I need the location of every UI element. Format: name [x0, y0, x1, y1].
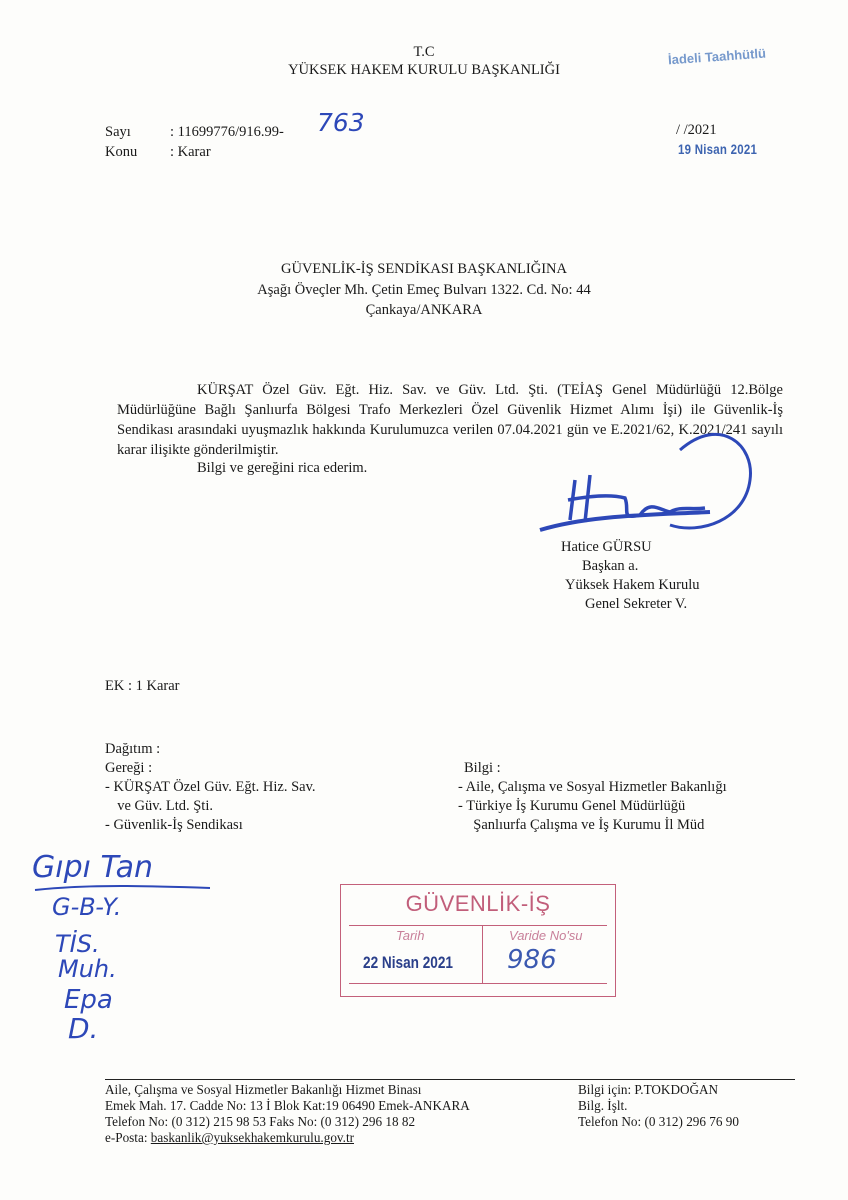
body-paragraph: KÜRŞAT Özel Güv. Eğt. Hiz. Sav. ve Güv. Ltd. Şti. (TEİAŞ Genel Müdürlüğü 12.Bölge Müdürlüğüne Bağlı Şanlıurfa Bölgesi Trafo Merkezleri Özel Güvenlik Hizmet Alımı İşi) ile Güvenlik-İş Sendikası arasındaki uyuşmazlık hakkında Kurulumuzca verilen 07.04.2021 gün ve E.2021/62, K.2021/241 sayılı karar ilişikte gönderilmiştir.	[117, 382, 783, 458]
konu-label: Konu	[105, 144, 138, 160]
header-institution: YÜKSEK HAKEM KURULU BAŞKANLIĞI	[288, 62, 560, 78]
footer-contact: Bilgi için: P.TOKDOĞAN	[578, 1082, 719, 1097]
geregi-item: - KÜRŞAT Özel Güv. Eğt. Hiz. Sav.	[105, 779, 316, 795]
geregi-item: - Güvenlik-İş Sendikası	[105, 817, 243, 833]
footer-address: Emek Mah. 17. Cadde No: 13 İ Blok Kat:19 06490 Emek-ANKARA	[105, 1098, 470, 1113]
recipient-title: GÜVENLİK-İŞ SENDİKASI BAŞKANLIĞINA	[281, 261, 567, 277]
bilgi-item: - Aile, Çalışma ve Sosyal Hizmetler Bakanlığı	[458, 779, 727, 795]
footer-rule	[105, 1079, 795, 1080]
handwritten-note: D.	[68, 1012, 99, 1045]
footer-email-line	[105, 1130, 354, 1146]
receipt-number: 986	[507, 945, 557, 975]
signatory-name: Hatice GÜRSU	[561, 539, 652, 555]
signatory-title: Başkan a.	[582, 558, 639, 574]
footer-contact: Bilg. İşlt.	[578, 1098, 628, 1113]
date-printed: / /2021	[676, 122, 717, 138]
signatory-org: Yüksek Hakem Kurulu	[565, 577, 700, 593]
footer-address: Aile, Çalışma ve Sosyal Hizmetler Bakanlığı Hizmet Binası	[105, 1082, 422, 1097]
distribution-label: Dağıtım :	[105, 741, 161, 757]
receipt-stamp-title: GÜVENLİK-İŞ	[405, 891, 551, 916]
handwritten-note: G-B-Y.	[52, 893, 122, 921]
stamp-divider	[349, 925, 607, 926]
footer-contact-phone: Telefon No: (0 312) 296 76 90	[578, 1114, 739, 1129]
stamp-divider	[349, 983, 607, 984]
receipt-stamp	[340, 884, 616, 997]
recipient-city: Çankaya/ANKARA	[365, 302, 483, 318]
bilgi-label: Bilgi :	[464, 760, 501, 776]
konu-value: : Karar	[170, 144, 211, 160]
sayi-label: Sayı	[105, 124, 131, 140]
bilgi-item: Şanlıurfa Çalışma ve İş Kurumu İl Müd	[466, 817, 705, 833]
receipt-date-label: Tarih	[396, 928, 425, 943]
footer-phone: Telefon No: (0 312) 215 98 53 Faks No: (0 312) 296 18 82	[105, 1114, 416, 1129]
footer-email-link[interactable]: baskanlik@yuksekhakemkurulu.gov.tr	[150, 1130, 354, 1145]
body-closing: Bilgi ve gereğini rica ederim.	[197, 460, 368, 476]
handwritten-note: Muh.	[58, 955, 117, 983]
attachment-note: EK : 1 Karar	[105, 678, 180, 694]
header-tc: T.C	[413, 44, 435, 60]
receipt-date: 22 Nisan 2021	[363, 953, 453, 972]
stamp-divider	[482, 925, 483, 983]
registered-mail-stamp: İadeli Taahhütlü	[667, 45, 767, 68]
footer-email-label: e-Posta:	[105, 1130, 151, 1145]
receipt-number-label: Varide No'su	[509, 928, 583, 943]
recipient-address: Aşağı Öveçler Mh. Çetin Emeç Bulvarı 1322. Cd. No: 44	[257, 282, 591, 298]
bilgi-item: - Türkiye İş Kurumu Genel Müdürlüğü	[458, 798, 686, 814]
signatory-position: Genel Sekreter V.	[585, 596, 688, 612]
handwritten-note: Gıpı Tan	[32, 850, 154, 885]
geregi-label: Gereği :	[105, 760, 153, 776]
date-stamp: 19 Nisan 2021	[678, 141, 758, 157]
geregi-item: ve Güv. Ltd. Şti.	[110, 798, 213, 814]
sayi-handwritten-number: 763	[317, 108, 365, 137]
handwritten-note: TİS.	[55, 930, 100, 958]
handwritten-note: Epa	[64, 985, 113, 1015]
sayi-value: : 11699776/916.99-	[170, 124, 284, 140]
